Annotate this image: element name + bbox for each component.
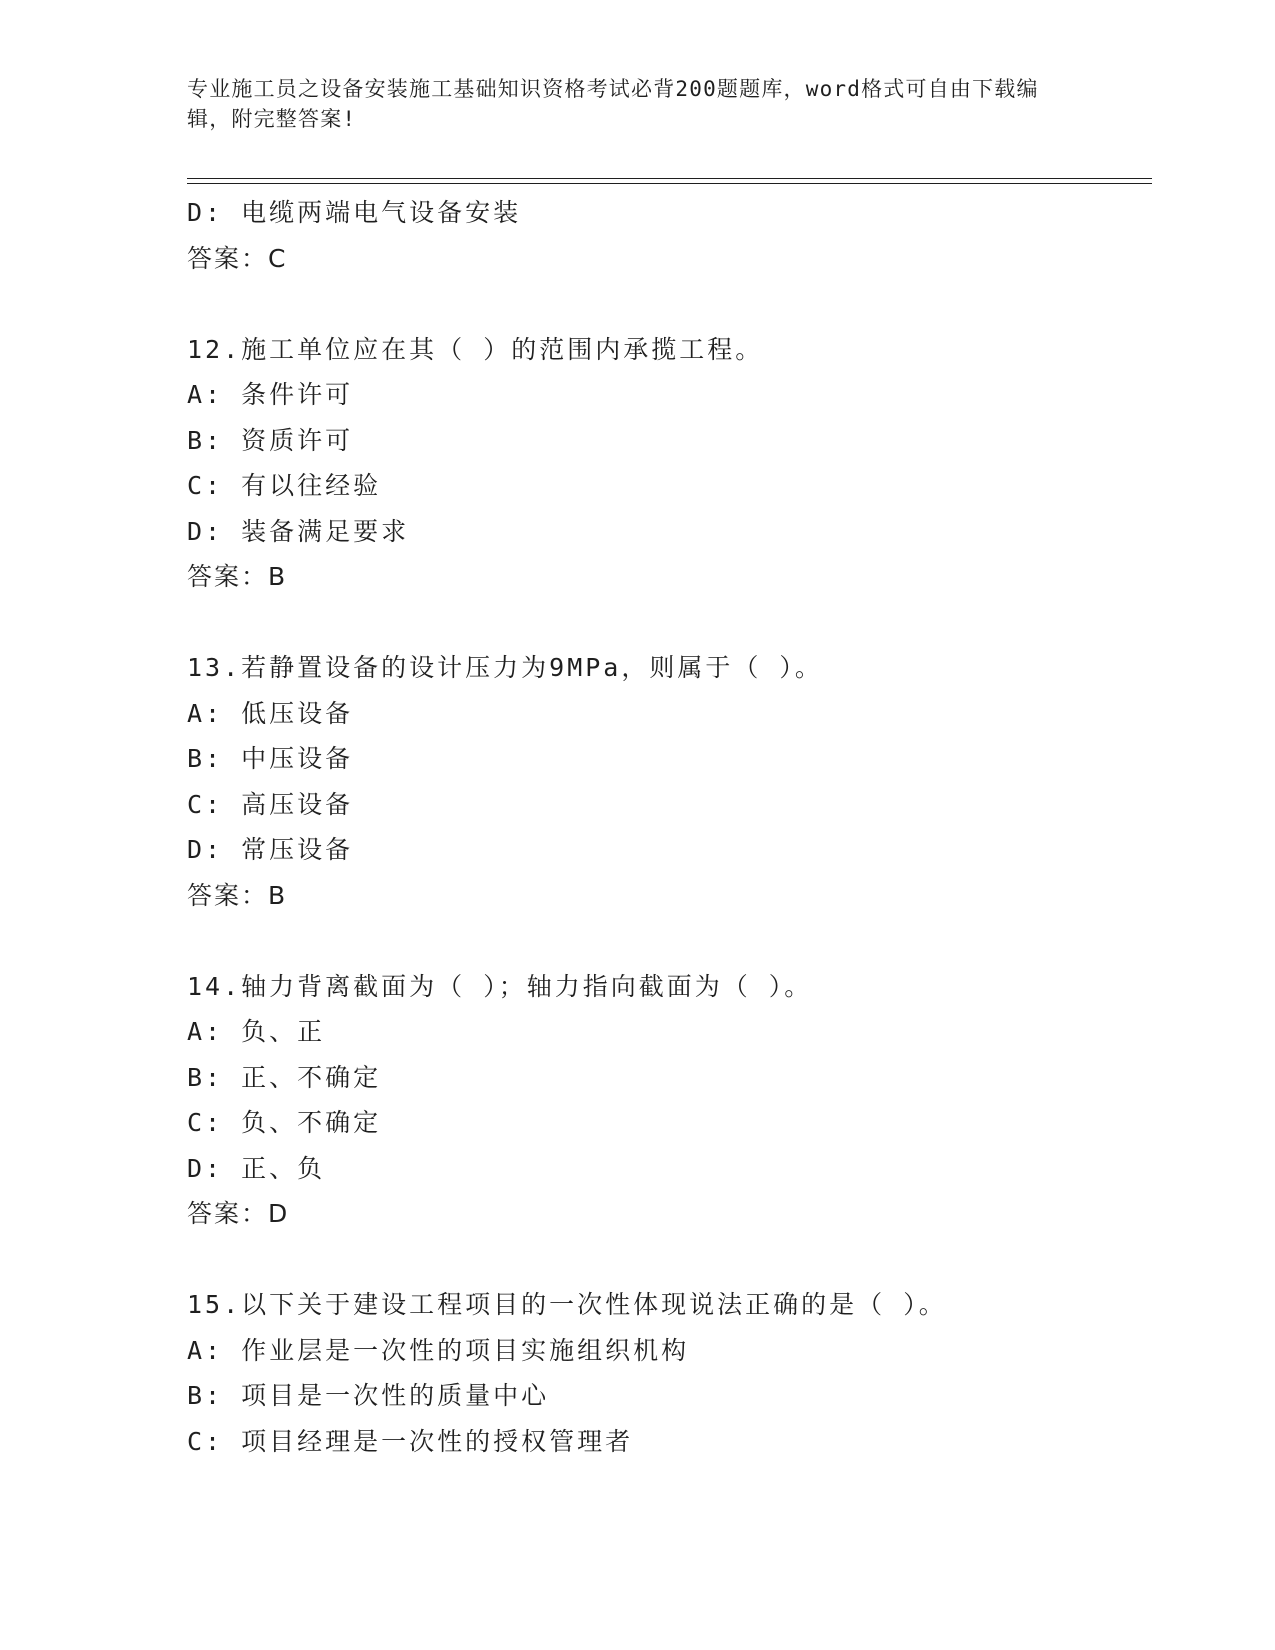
question-14-option-d: D: 正、负 xyxy=(187,1153,326,1183)
previous-answer: 答案：C xyxy=(187,243,288,273)
question-12-answer: 答案：B xyxy=(187,562,288,591)
question-12-option-d: D: 装备满足要求 xyxy=(187,516,410,546)
question-15-option-c: C: 项目经理是一次性的授权管理者 xyxy=(187,1426,634,1456)
question-13-option-a: A: 低压设备 xyxy=(187,698,354,728)
question-12-option-c: C: 有以往经验 xyxy=(187,471,382,500)
question-content xyxy=(187,190,1152,1464)
question-13-option-d: D: 常压设备 xyxy=(187,835,354,864)
question-12-stem: 12.施工单位应在其（ ）的范围内承揽工程。 xyxy=(187,334,764,364)
question-12-option-b: B: 资质许可 xyxy=(187,425,354,455)
spacer xyxy=(187,600,1152,646)
question-13-answer: 答案：B xyxy=(187,880,288,910)
question-15-option-b: B: 项目是一次性的质量中心 xyxy=(187,1381,550,1410)
question-13-option-c: C: 高压设备 xyxy=(187,789,354,819)
document-header: 专业施工员之设备安装施工基础知识资格考试必背200题题库，word格式可自由下载编辑，附完整答案! xyxy=(187,77,1039,131)
question-12-option-a: A: 条件许可 xyxy=(187,380,354,409)
spacer xyxy=(187,1237,1152,1283)
question-15-option-a: A: 作业层是一次性的项目实施组织机构 xyxy=(187,1335,690,1365)
question-13-option-b: B: 中压设备 xyxy=(187,744,354,773)
header-rule-top xyxy=(187,178,1152,179)
question-15-stem: 15.以下关于建设工程项目的一次性体现说法正确的是（ ）。 xyxy=(187,1290,947,1319)
question-13-stem: 13.若静置设备的设计压力为9MPa，则属于（ ）。 xyxy=(187,653,823,682)
question-14-option-a: A: 负、正 xyxy=(187,1017,326,1046)
previous-option-d: D: 电缆两端电气设备安装 xyxy=(187,198,522,227)
question-14-option-c: C: 负、不确定 xyxy=(187,1108,382,1137)
spacer xyxy=(187,281,1152,327)
question-14-option-b: B: 正、不确定 xyxy=(187,1062,382,1092)
question-14-stem: 14.轴力背离截面为（ ）；轴力指向截面为（ ）。 xyxy=(187,971,813,1001)
spacer xyxy=(187,918,1152,964)
header-rule-bottom xyxy=(187,183,1152,184)
question-14-answer: 答案：D xyxy=(187,1199,290,1228)
